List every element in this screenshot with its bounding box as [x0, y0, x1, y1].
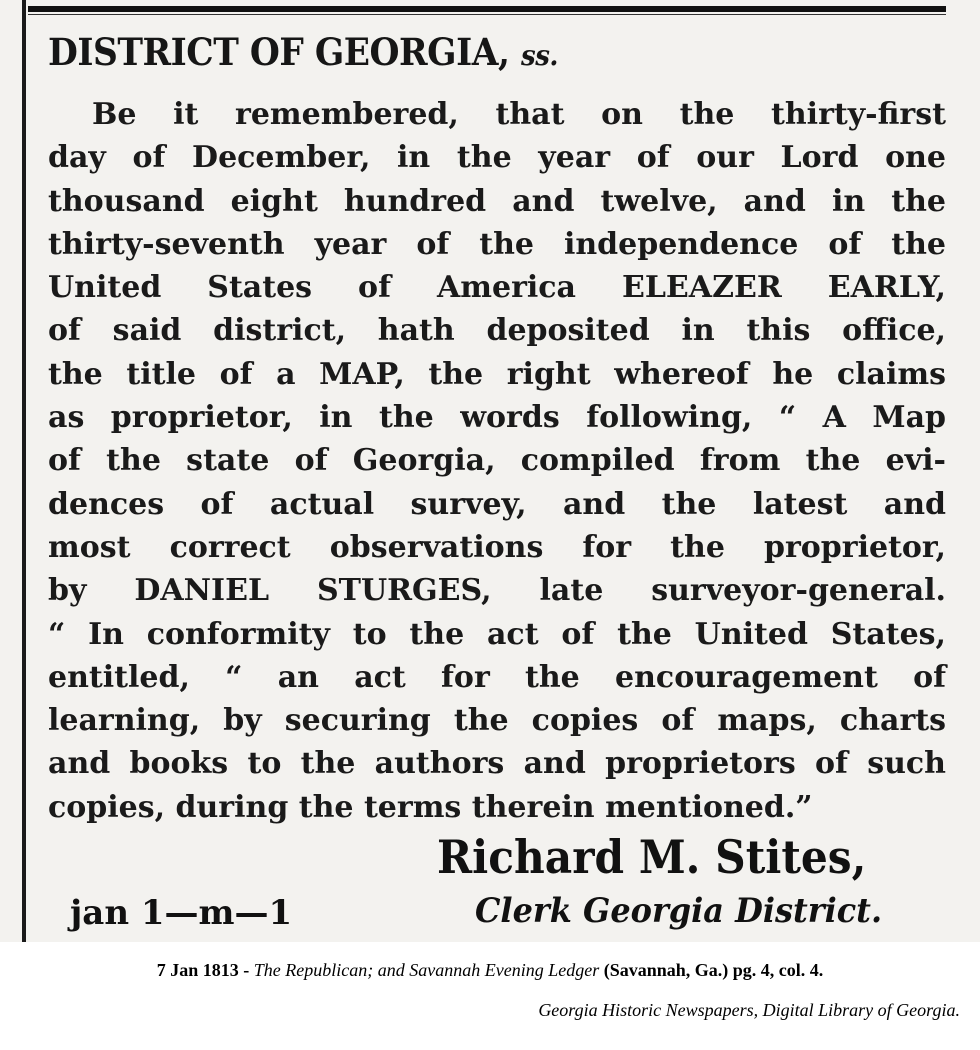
notice-line: of the state of Georgia, compiled from the evi-: [48, 443, 946, 479]
top-rule-thin: [28, 14, 946, 15]
signature-title: Clerk Georgia District.: [475, 891, 883, 931]
notice-body: [48, 93, 946, 829]
heading-text: DISTRICT OF GEORGIA,: [48, 30, 510, 74]
notice-line: United States of America ELEAZER EARLY,: [48, 270, 946, 306]
left-column-rule: [22, 0, 26, 942]
notice-line: as proprietor, in the words following, “ A Map: [48, 400, 946, 436]
notice-heading: [48, 30, 558, 74]
caption-date: 7 Jan 1813 -: [156, 960, 254, 980]
notice-line: entitled, “ an act for the encouragement of: [48, 659, 946, 695]
notice-line: “ In conformity to the act of the United States,: [48, 616, 946, 652]
notice-line: the title of a MAP, the right whereof he claims: [48, 356, 946, 392]
notice-line: thirty-seventh year of the independence of the: [48, 226, 946, 262]
source-credit: Georgia Historic Newspapers, Digital Library of Georgia.: [538, 1000, 960, 1020]
caption-newspaper: The Republican; and Savannah Evening Ledger: [253, 960, 600, 980]
notice-line: Be it remembered, that on the thirty-first: [92, 97, 946, 132]
notice-line: day of December, in the year of our Lord one: [48, 140, 946, 176]
notice-line: by DANIEL STURGES, late surveyor-general.: [48, 573, 946, 609]
caption-location: (Savannah, Ga.) pg. 4, col. 4.: [599, 960, 824, 980]
notice-line: of said district, hath deposited in this office,: [48, 313, 946, 349]
heading-suffix: ss.: [521, 39, 559, 72]
notice-line: copies, during the terms therein mentioned.”: [48, 789, 813, 825]
notice-line: dences of actual survey, and the latest and: [48, 486, 946, 522]
notice-line: thousand eight hundred and twelve, and in the: [48, 183, 946, 219]
signature-name: Richard M. Stites,: [437, 830, 867, 884]
notice-line: and books to the authors and proprietors of such: [48, 746, 946, 782]
notice-line: most correct observations for the proprietor,: [48, 529, 946, 565]
issue-date-line: jan 1—m—1: [70, 893, 293, 933]
notice-line: learning, by securing the copies of maps, charts: [48, 703, 946, 739]
source-caption: [0, 960, 980, 981]
top-rule: [28, 6, 946, 12]
